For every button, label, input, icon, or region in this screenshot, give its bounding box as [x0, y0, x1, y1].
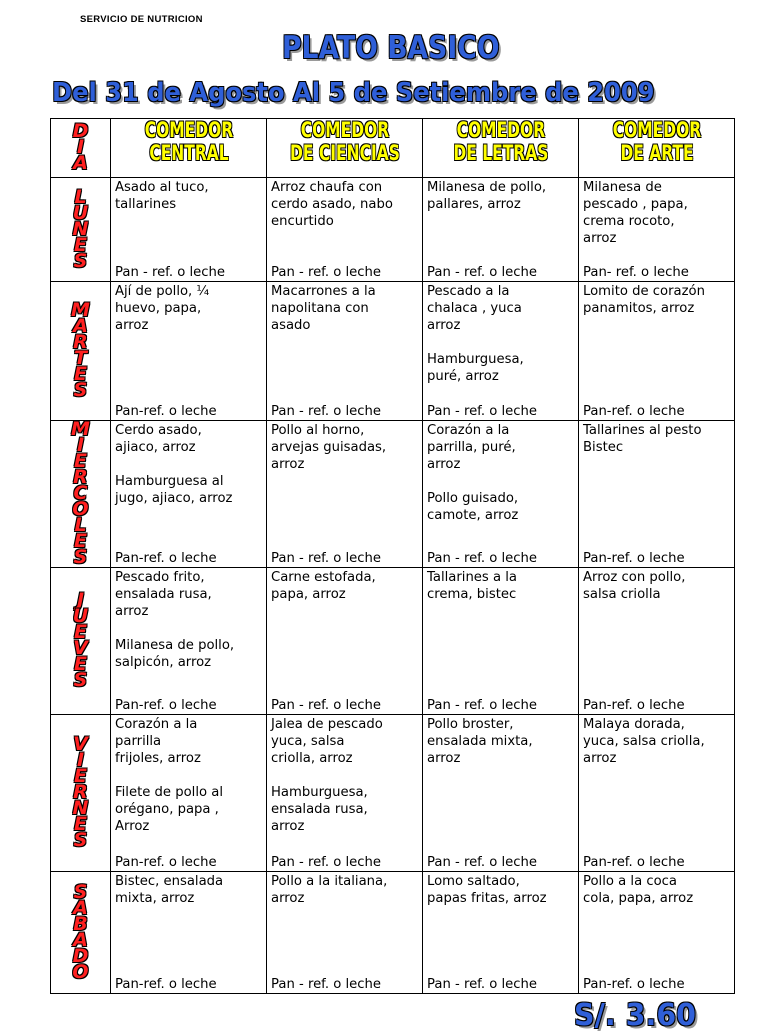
dish-list	[423, 715, 578, 767]
table-row	[51, 715, 735, 872]
meal-cell	[111, 872, 267, 994]
meal-cell	[579, 568, 735, 715]
drink-bread-note: Pan - ref. o leche	[271, 855, 382, 870]
dish-list	[267, 872, 422, 907]
meal-cell	[423, 715, 579, 872]
column-header-label: COMEDOR DE CIENCIAS	[289, 118, 400, 165]
drink-bread-note: Pan - ref. o leche	[271, 551, 382, 566]
day-cell	[51, 715, 111, 872]
dish-item: Lomito de corazón panamitos, arroz	[583, 284, 705, 316]
dish-list	[423, 282, 578, 385]
column-header-central	[111, 119, 267, 178]
drink-bread-note: Pan - ref. o leche	[427, 977, 538, 992]
price-label: S/. 3.60	[574, 998, 697, 1033]
day-cell	[51, 872, 111, 994]
dish-list	[267, 568, 422, 603]
table-row	[51, 872, 735, 994]
meal-cell	[423, 568, 579, 715]
column-header-day	[51, 119, 111, 178]
column-header-letras	[423, 119, 579, 178]
day-label: J U E V E S	[72, 589, 89, 691]
meal-cell	[579, 421, 735, 568]
dish-item: Hamburguesa, puré, arroz	[427, 352, 524, 384]
meal-cell	[267, 872, 423, 994]
dish-item: Milanesa de pescado , papa, crema rocoto, arroz	[583, 180, 688, 246]
column-header-label: COMEDOR CENTRAL	[144, 118, 233, 165]
column-header-label: COMEDOR DE ARTE	[612, 118, 701, 165]
page-title: PLATO BASICO	[282, 30, 500, 66]
day-label: S A B A D O	[72, 880, 89, 983]
drink-bread-note: Pan - ref. o leche	[271, 404, 382, 419]
drink-bread-note: Pan-ref. o leche	[583, 977, 685, 992]
dish-list	[267, 282, 422, 334]
drink-bread-note: Pan- ref. o leche	[583, 265, 689, 280]
dish-item: Pollo al horno, arvejas guisadas, arroz	[271, 423, 387, 472]
table-row	[51, 282, 735, 421]
meal-cell	[267, 282, 423, 421]
column-header-day-label: D I A	[72, 120, 89, 174]
column-header-ciencias	[267, 119, 423, 178]
dish-list	[579, 568, 734, 603]
meal-cell	[267, 715, 423, 872]
dish-item: Pollo guisado, camote, arroz	[427, 491, 519, 523]
dish-item: Arroz con pollo, salsa criolla	[583, 570, 686, 602]
meal-cell	[579, 282, 735, 421]
menu-table-body	[51, 178, 735, 994]
dish-item: Pescado frito, ensalada rusa, arroz	[115, 570, 212, 619]
drink-bread-note: Pan-ref. o leche	[583, 855, 685, 870]
dish-item: Carne estofada, papa, arroz	[271, 570, 376, 602]
dish-list	[579, 178, 734, 247]
dish-item: Cerdo asado, ajiaco, arroz	[115, 423, 202, 455]
dish-list	[579, 282, 734, 317]
dish-item: Milanesa de pollo, salpicón, arroz	[115, 638, 235, 670]
dish-list	[579, 715, 734, 767]
dish-item: Arroz chaufa con cerdo asado, nabo encurtido	[271, 180, 393, 229]
dish-list	[267, 715, 422, 835]
meal-cell	[111, 178, 267, 282]
drink-bread-note: Pan-ref. o leche	[583, 404, 685, 419]
day-label: M A R T E S	[71, 299, 90, 401]
column-header-arte	[579, 119, 735, 178]
drink-bread-note: Pan - ref. o leche	[271, 265, 382, 280]
table-row	[51, 568, 735, 715]
dish-item: Corazón a la parrilla, puré, arroz	[427, 423, 516, 472]
drink-bread-note: Pan-ref. o leche	[583, 698, 685, 713]
drink-bread-note: Pan-ref. o leche	[115, 977, 217, 992]
meal-cell	[423, 178, 579, 282]
dish-list	[111, 282, 266, 334]
meal-cell	[423, 282, 579, 421]
dish-item: Tallarines a la crema, bistec	[427, 570, 517, 602]
day-cell	[51, 418, 111, 568]
day-cell	[51, 178, 111, 282]
dish-item: Hamburguesa, ensalada rusa, arroz	[271, 785, 368, 834]
dish-list	[579, 421, 734, 456]
drink-bread-note: Pan - ref. o leche	[427, 855, 538, 870]
drink-bread-note: Pan-ref. o leche	[115, 551, 217, 566]
drink-bread-note: Pan - ref. o leche	[427, 404, 538, 419]
day-label: L U N E S	[72, 185, 89, 272]
meal-cell	[111, 421, 267, 568]
table-row	[51, 421, 735, 568]
day-label: V I E R N E S	[72, 733, 89, 851]
dish-list	[111, 872, 266, 907]
date-range-subtitle: Del 31 de Agosto Al 5 de Setiembre de 2009	[52, 78, 655, 108]
meal-cell	[267, 568, 423, 715]
day-label: M I E R C O L E S	[71, 418, 90, 568]
dish-item: Jalea de pescado yuca, salsa criolla, arroz	[271, 717, 383, 766]
meal-cell	[423, 421, 579, 568]
day-cell	[51, 282, 111, 421]
dish-item: Filete de pollo al orégano, papa , Arroz	[115, 785, 223, 834]
dish-item: Ají de pollo, ¼ huevo, papa, arroz	[115, 284, 210, 333]
drink-bread-note: Pan - ref. o leche	[115, 265, 226, 280]
column-header-label: COMEDOR DE LETRAS	[453, 118, 548, 165]
dish-list	[111, 421, 266, 507]
dish-list	[579, 872, 734, 907]
meal-cell	[111, 568, 267, 715]
drink-bread-note: Pan-ref. o leche	[115, 855, 217, 870]
table-header-row	[51, 119, 735, 178]
drink-bread-note: Pan-ref. o leche	[583, 551, 685, 566]
drink-bread-note: Pan-ref. o leche	[115, 698, 217, 713]
table-row	[51, 178, 735, 282]
drink-bread-note: Pan - ref. o leche	[427, 698, 538, 713]
dish-list	[111, 568, 266, 671]
dish-list	[267, 178, 422, 230]
dish-list	[423, 421, 578, 524]
dish-item: Bistec, ensalada mixta, arroz	[115, 874, 224, 906]
day-cell	[51, 568, 111, 715]
drink-bread-note: Pan - ref. o leche	[271, 977, 382, 992]
dish-list	[111, 178, 266, 213]
meal-cell	[423, 872, 579, 994]
menu-table	[50, 118, 735, 994]
dish-item: Macarrones a la napolitana con asado	[271, 284, 376, 333]
meal-cell	[579, 178, 735, 282]
meal-cell	[579, 872, 735, 994]
dish-item: Corazón a la parrilla frijoles, arroz	[115, 717, 201, 766]
meal-cell	[579, 715, 735, 872]
dish-item: Pescado a la chalaca , yuca arroz	[427, 284, 522, 333]
meal-cell	[267, 178, 423, 282]
dish-item: Pollo broster, ensalada mixta, arroz	[427, 717, 533, 766]
drink-bread-note: Pan-ref. o leche	[115, 404, 217, 419]
drink-bread-note: Pan - ref. o leche	[427, 265, 538, 280]
meal-cell	[111, 282, 267, 421]
dish-item: Pollo a la coca cola, papa, arroz	[583, 874, 694, 906]
meal-cell	[267, 421, 423, 568]
dish-item: Hamburguesa al jugo, ajiaco, arroz	[115, 474, 233, 506]
dish-item: Lomo saltado, papas fritas, arroz	[427, 874, 547, 906]
dish-item: Tallarines al pesto Bistec	[583, 423, 702, 455]
drink-bread-note: Pan - ref. o leche	[271, 698, 382, 713]
dish-list	[267, 421, 422, 473]
service-label: SERVICIO DE NUTRICION	[80, 14, 203, 25]
dish-list	[111, 715, 266, 835]
dish-list	[423, 178, 578, 213]
drink-bread-note: Pan - ref. o leche	[427, 551, 538, 566]
meal-cell	[111, 715, 267, 872]
dish-item: Pollo a la italiana, arroz	[271, 874, 388, 906]
dish-list	[423, 568, 578, 603]
dish-item: Milanesa de pollo, pallares, arroz	[427, 180, 547, 212]
dish-item: Malaya dorada, yuca, salsa criolla, arroz	[583, 717, 705, 766]
dish-list	[423, 872, 578, 907]
dish-item: Asado al tuco, tallarines	[115, 180, 209, 212]
